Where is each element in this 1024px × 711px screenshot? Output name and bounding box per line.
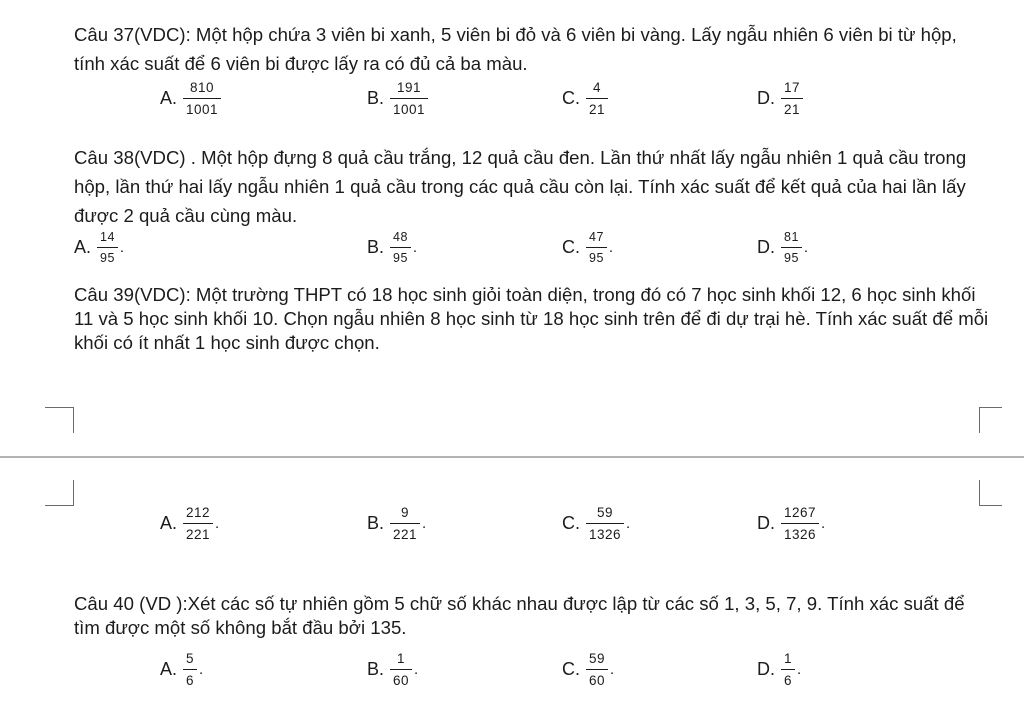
denominator: 1326 [589,527,622,542]
denominator: 95 [393,251,408,265]
option-label: D. [757,513,775,533]
denominator: 6 [186,673,195,688]
numerator: 1 [397,651,406,666]
crop-mark-bottom-right-v [979,480,980,506]
numerator: 1267 [784,505,817,520]
period: . [199,661,204,678]
period: . [412,239,418,256]
option-c[interactable] [562,651,614,688]
fraction [781,651,795,688]
option-label: B. [367,237,385,257]
fraction [781,505,819,542]
denominator: 21 [589,102,606,117]
denominator: 221 [186,527,211,542]
period: . [422,515,427,532]
numerator: 9 [401,505,410,520]
denominator: 1326 [784,527,817,542]
period: . [215,515,220,532]
question-40-options [0,651,1024,711]
numerator: 191 [397,80,422,95]
option-c[interactable] [562,230,613,265]
page-break [0,456,1024,458]
denominator: 95 [100,251,115,265]
fraction [97,230,118,265]
fraction [586,230,607,265]
option-b[interactable] [367,80,428,117]
denominator: 21 [784,102,801,117]
period: . [803,239,809,256]
option-d[interactable] [757,651,801,688]
fraction [390,505,420,542]
fraction [390,80,428,117]
crop-mark-top-right-h [979,407,1002,408]
numerator: 4 [593,80,602,95]
option-label: A. [74,237,92,257]
crop-mark-top-left-v [73,407,74,433]
option-d[interactable] [757,80,803,117]
numerator: 81 [784,230,799,244]
question-37-options [0,80,1024,140]
option-label: D. [757,659,775,679]
option-label: A. [160,659,178,679]
numerator: 212 [186,505,211,520]
fraction [183,505,213,542]
crop-mark-top-left-h [45,407,74,408]
fraction [586,651,608,688]
option-label: C. [562,659,580,679]
fraction [586,80,608,117]
option-b[interactable] [367,651,418,688]
option-a[interactable] [74,230,124,265]
numerator: 5 [186,651,195,666]
option-a[interactable] [160,651,203,688]
question-39-text: Câu 39(VDC): Một trường THPT có 18 học sinh giỏi toàn diện, trong đó có 7 học sinh khối 12, 6 học sinh khối 11 và 5 học sinh khối 10. Chọn ngẫu nhiên 8 học sinh từ 18 học sinh trên để đi dự trại hè. Tính xác suất để mỗi khối có ít nhất 1 học sinh được chọn. [74,284,989,353]
numerator: 17 [784,80,801,95]
crop-mark-top-right-v [979,407,980,433]
period: . [608,239,614,256]
numerator: 810 [190,80,215,95]
period: . [610,661,615,678]
option-c[interactable] [562,505,630,542]
numerator: 59 [589,651,606,666]
denominator: 1001 [186,102,219,117]
fraction [586,505,624,542]
period: . [119,239,125,256]
option-label: C. [562,88,580,108]
numerator: 14 [100,230,115,244]
fraction [183,651,197,688]
denominator: 6 [784,673,793,688]
option-label: B. [367,88,385,108]
question-37-text: Câu 37(VDC): Một hộp chứa 3 viên bi xanh, 5 viên bi đỏ và 6 viên bi vàng. Lấy ngẫu nhiên 6 viên bi từ hộp, tính xác suất để 6 viên bi được lấy ra có đủ cả ba màu. [74,24,957,74]
option-label: A. [160,88,178,108]
denominator: 95 [589,251,604,265]
period: . [626,515,631,532]
period: . [797,661,802,678]
denominator: 221 [393,527,418,542]
option-label: A. [160,513,178,533]
option-a[interactable] [160,80,221,117]
denominator: 60 [393,673,410,688]
option-label: D. [757,237,775,257]
option-d[interactable] [757,505,825,542]
option-label: B. [367,659,385,679]
option-label: C. [562,513,580,533]
option-b[interactable] [367,230,417,265]
denominator: 1001 [393,102,426,117]
numerator: 48 [393,230,408,244]
fraction [781,230,802,265]
fraction [390,230,411,265]
fraction [781,80,803,117]
denominator: 60 [589,673,606,688]
option-label: C. [562,237,580,257]
numerator: 47 [589,230,604,244]
period: . [414,661,419,678]
option-a[interactable] [160,505,219,542]
period: . [821,515,826,532]
question-38-text: Câu 38(VDC) . Một hộp đựng 8 quả cầu trắng, 12 quả cầu đen. Lần thứ nhất lấy ngẫu nhiên 1 quả cầu trong hộp, lần thứ hai lấy ngẫu nhiên 1 quả cầu trong các quả cầu còn lại. Tính xác suất để kết quả của hai lần lấy được 2 quả cầu cùng màu. [74,147,967,226]
numerator: 59 [597,505,614,520]
numerator: 1 [784,651,793,666]
option-label: D. [757,88,775,108]
question-39-options [0,505,1024,565]
fraction [183,80,221,117]
question-38-options [0,230,1024,290]
option-d[interactable] [757,230,808,265]
option-label: B. [367,513,385,533]
crop-mark-bottom-left-v [73,480,74,506]
option-b[interactable] [367,505,426,542]
question-40-text: Câu 40 (VD ):Xét các số tự nhiên gồm 5 chữ số khác nhau được lập từ các số 1, 3, 5, 7, 9. Tính xác suất để tìm được một số không bắt đầu bởi 135. [74,593,965,638]
option-c[interactable] [562,80,608,117]
fraction [390,651,412,688]
denominator: 95 [784,251,799,265]
